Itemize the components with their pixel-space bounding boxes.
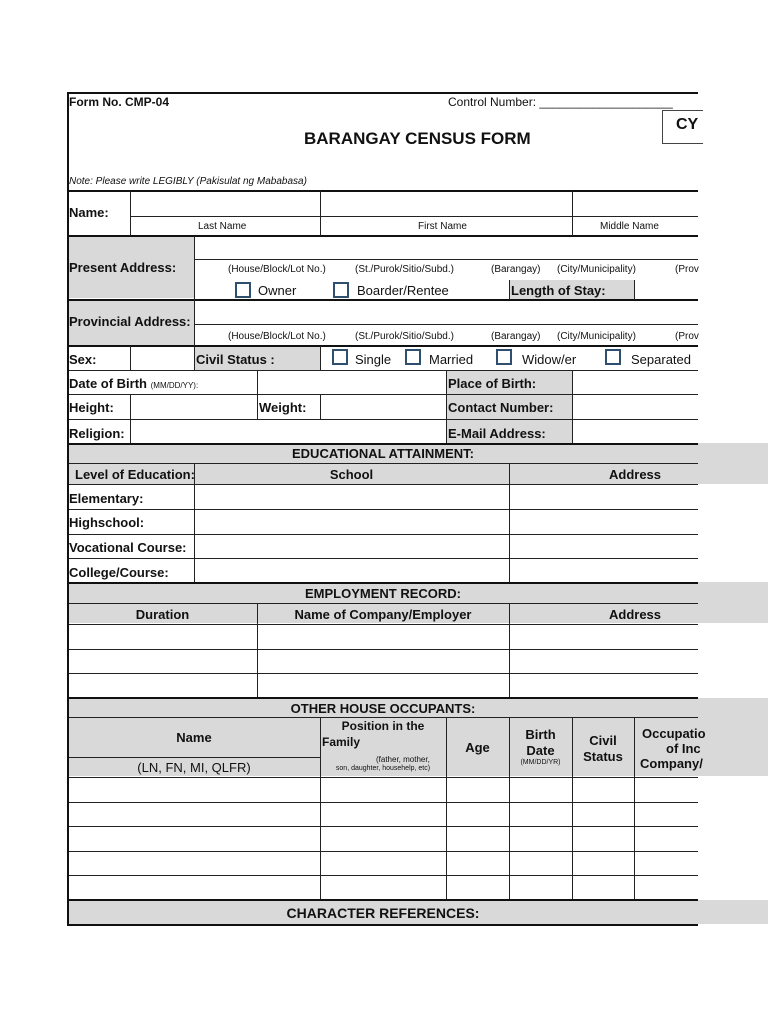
weight-field[interactable]	[321, 395, 445, 418]
cy-label: CY	[676, 116, 699, 133]
boarder-checkbox[interactable]	[333, 282, 349, 298]
widow-checkbox[interactable]	[496, 349, 512, 365]
married-label: Married	[429, 352, 474, 367]
civil-status-label: Civil Status :	[196, 352, 275, 367]
education-level-header: Level of Education:	[75, 467, 195, 482]
length-of-stay-field[interactable]	[636, 281, 698, 299]
occupants-civil-header-line2: Status	[583, 749, 623, 764]
occupants-civil-header-line1: Civil	[589, 733, 617, 748]
separated-label: Separated	[631, 352, 691, 367]
place-of-birth-field[interactable]	[573, 371, 698, 393]
middle-name-caption: Middle Name	[600, 221, 659, 232]
occupant-row[interactable]	[69, 827, 698, 850]
height-field[interactable]	[131, 395, 256, 418]
provincial-address-field[interactable]	[195, 301, 698, 324]
provincial-street-caption: (St./Purok/Sitio/Subd.)	[355, 331, 454, 342]
present-city-caption: (City/Municipality)	[557, 264, 636, 275]
height-label: Height:	[69, 400, 114, 415]
present-barangay-caption: (Barangay)	[491, 264, 541, 275]
employment-company-header: Name of Company/Employer	[294, 607, 472, 622]
email-field[interactable]	[573, 420, 698, 442]
widow-label: Widow/er	[522, 352, 577, 367]
occupants-title: OTHER HOUSE OCCUPANTS:	[290, 701, 476, 716]
references-title: CHARACTER REFERENCES:	[286, 905, 480, 921]
provincial-province-caption: (Prov	[675, 331, 699, 342]
sex-label: Sex:	[69, 352, 97, 367]
middle-name-field[interactable]	[573, 192, 698, 216]
employment-row[interactable]	[69, 625, 698, 648]
college-label: College/Course:	[69, 565, 169, 580]
contact-number-field[interactable]	[573, 395, 698, 418]
occupants-occupation-header-line3: Company/	[640, 756, 703, 771]
place-of-birth-label: Place of Birth:	[448, 376, 537, 391]
separated-checkbox[interactable]	[605, 349, 621, 365]
provincial-house-caption: (House/Block/Lot No.)	[228, 331, 326, 342]
occupants-name-subheader: (LN, FN, MI, QLFR)	[137, 760, 251, 775]
occupant-row[interactable]	[69, 876, 698, 898]
occupants-birth-header-line2: Date	[526, 743, 555, 758]
occupant-row[interactable]	[69, 778, 698, 801]
last-name-field[interactable]	[131, 192, 319, 216]
sex-field[interactable]	[131, 347, 193, 369]
provincial-address-label: Provincial Address:	[69, 314, 191, 329]
occupant-row[interactable]	[69, 803, 698, 825]
vocational-label: Vocational Course:	[69, 540, 187, 555]
employment-title: EMPLOYMENT RECORD:	[305, 586, 461, 601]
married-checkbox[interactable]	[405, 349, 421, 365]
religion-label: Religion:	[69, 426, 125, 441]
education-address-header: Address	[608, 467, 662, 482]
occupants-name-header: Name	[176, 730, 212, 745]
occupants-position-note-line1: (father, mother,	[376, 755, 430, 764]
provincial-city-caption: (City/Municipality)	[557, 331, 636, 342]
religion-field[interactable]	[131, 420, 445, 442]
present-street-caption: (St./Purok/Sitio/Subd.)	[355, 264, 454, 275]
education-school-header: School	[329, 467, 374, 482]
occupants-occupation-header-line1: Occupatio	[642, 726, 706, 741]
present-house-caption: (House/Block/Lot No.)	[228, 264, 326, 275]
form-number: Form No. CMP-04	[69, 95, 170, 109]
control-number: Control Number: ____________________	[448, 95, 673, 109]
present-province-caption: (Prov	[675, 264, 699, 275]
last-name-caption: Last Name	[198, 221, 247, 232]
single-label: Single	[355, 352, 392, 367]
first-name-caption: First Name	[418, 221, 467, 232]
employment-duration-header: Duration	[135, 607, 190, 622]
occupants-birth-header-line1: Birth	[525, 727, 556, 742]
vocational-address-field[interactable]	[510, 535, 698, 557]
form-title: BARANGAY CENSUS FORM	[304, 129, 531, 148]
elementary-address-field[interactable]	[510, 485, 698, 508]
owner-checkbox[interactable]	[235, 282, 251, 298]
name-label: Name:	[69, 205, 109, 220]
occupants-position-note-line2: son, daughter, househelp, etc)	[335, 765, 431, 772]
elementary-school-field[interactable]	[195, 485, 508, 508]
college-school-field[interactable]	[195, 559, 508, 581]
contact-number-label: Contact Number:	[448, 400, 554, 415]
vocational-school-field[interactable]	[195, 535, 508, 557]
occupants-occupation-header-line2: of Inc	[666, 741, 701, 756]
present-address-label: Present Address:	[69, 260, 177, 275]
elementary-label: Elementary:	[69, 491, 144, 506]
highschool-address-field[interactable]	[510, 510, 698, 533]
present-address-field[interactable]	[195, 237, 698, 259]
occupants-position-header-line1: Position in the	[341, 719, 425, 733]
email-label: E-Mail Address:	[448, 426, 546, 441]
legibility-note: Note: Please write LEGIBLY (Pakisulat ng Mababasa)	[69, 176, 307, 187]
dob-field[interactable]	[258, 371, 445, 393]
first-name-field[interactable]	[321, 192, 571, 216]
dob-label: Date of Birth (MM/DD/YY):	[69, 376, 199, 391]
dob-format: (MM/DD/YY):	[150, 381, 199, 390]
occupants-age-header: Age	[465, 740, 490, 755]
highschool-school-field[interactable]	[195, 510, 508, 533]
length-of-stay-label: Length of Stay:	[511, 283, 606, 298]
highschool-label: Highschool:	[69, 515, 145, 530]
weight-label: Weight:	[259, 400, 307, 415]
occupants-birth-format: (MM/DD/YR)	[520, 759, 561, 766]
college-address-field[interactable]	[510, 559, 698, 581]
occupants-position-header-line2: Family	[322, 735, 361, 749]
single-checkbox[interactable]	[332, 349, 348, 365]
owner-label: Owner	[258, 283, 297, 298]
boarder-label: Boarder/Rentee	[357, 283, 449, 298]
occupant-row[interactable]	[69, 852, 698, 874]
employment-row[interactable]	[69, 650, 698, 672]
employment-address-header: Address	[608, 607, 662, 622]
employment-row[interactable]	[69, 674, 698, 696]
education-title: EDUCATIONAL ATTAINMENT:	[292, 446, 474, 461]
provincial-barangay-caption: (Barangay)	[491, 331, 541, 342]
